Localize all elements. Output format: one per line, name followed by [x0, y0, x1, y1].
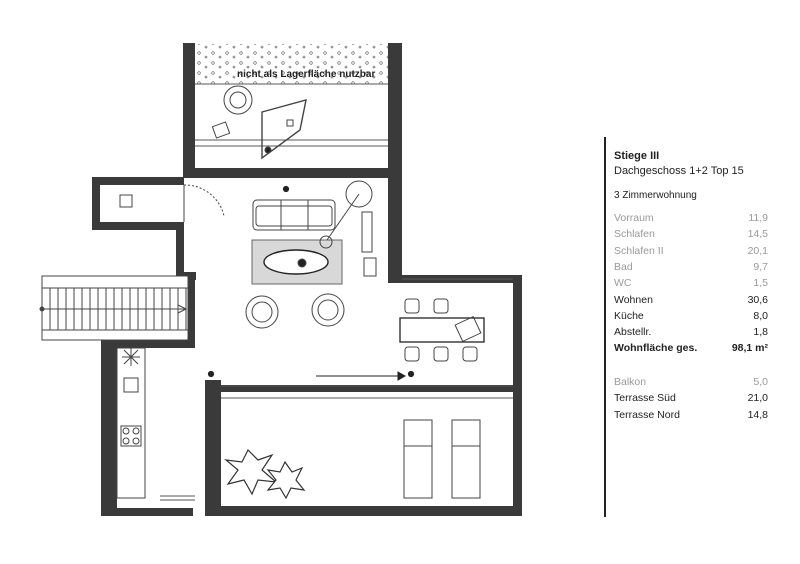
legend-room-area: 8,0	[753, 309, 768, 322]
dining-chair	[434, 299, 448, 313]
dining-chair	[405, 347, 419, 361]
legend-room-area: 20,1	[747, 244, 768, 257]
legend-room-name: Wohnfläche ges.	[614, 342, 698, 355]
legend-room-name: Bad	[614, 260, 633, 273]
legend-room-name: Wohnen	[614, 293, 653, 306]
legend-room-name: Abstellr.	[614, 326, 652, 339]
legend-room-area: 9,7	[753, 260, 768, 273]
legend-title: Stiege III	[614, 150, 660, 162]
dining-set	[400, 299, 484, 361]
legend-room-name: Balkon	[614, 376, 647, 388]
storage-notice: nicht als Lagerfläche nutzbar	[237, 69, 376, 80]
legend-room-name: Terrasse Süd	[614, 392, 676, 405]
legend-row	[614, 310, 768, 324]
living-furniture	[246, 181, 376, 328]
legend-room-area: 14,8	[747, 408, 768, 421]
legend-row	[614, 294, 768, 308]
legend-row	[614, 376, 768, 390]
legend-row	[614, 409, 768, 423]
legend-room-name: Terrasse Nord	[614, 408, 680, 421]
door-swing	[120, 185, 224, 222]
legend-room-name: Küche	[614, 309, 644, 322]
legend-row	[614, 392, 768, 406]
legend-row	[614, 277, 768, 291]
legend-room-area: 21,0	[747, 392, 768, 405]
legend-room-name: WC	[614, 277, 632, 290]
legend-row	[614, 342, 768, 356]
legend-room-area: 11,9	[748, 212, 768, 224]
legend-room-name: Schlafen II	[614, 244, 664, 257]
legend-row	[614, 261, 768, 275]
plants	[226, 450, 304, 498]
legend-row	[614, 245, 768, 259]
terrace-north-furniture	[212, 86, 306, 158]
legend-room-area: 14,5	[747, 228, 768, 241]
legend-subtitle: Dachgeschoss 1+2 Top 15	[614, 165, 744, 177]
legend-room-area: 5,0	[753, 376, 768, 388]
staircase	[40, 276, 188, 340]
dining-chair	[405, 299, 419, 313]
sun-loungers	[404, 420, 480, 498]
kitchen-counter	[117, 348, 145, 498]
legend-room-area: 30,6	[747, 293, 768, 306]
dining-chair	[434, 347, 448, 361]
legend-room-area: 1,5	[753, 277, 768, 290]
legend-room-area: 1,8	[753, 326, 768, 339]
legend-apartment-type: 3 Zimmerwohnung	[614, 190, 697, 201]
dining-chair	[463, 347, 477, 361]
legend-room-name: Vorraum	[614, 212, 654, 224]
legend-room-name: Schlafen	[614, 228, 655, 241]
legend-row	[614, 326, 768, 340]
legend-row	[614, 228, 768, 242]
area-legend	[604, 137, 786, 517]
legend-room-area: 98,1 m²	[731, 342, 768, 355]
legend-row	[614, 212, 768, 226]
